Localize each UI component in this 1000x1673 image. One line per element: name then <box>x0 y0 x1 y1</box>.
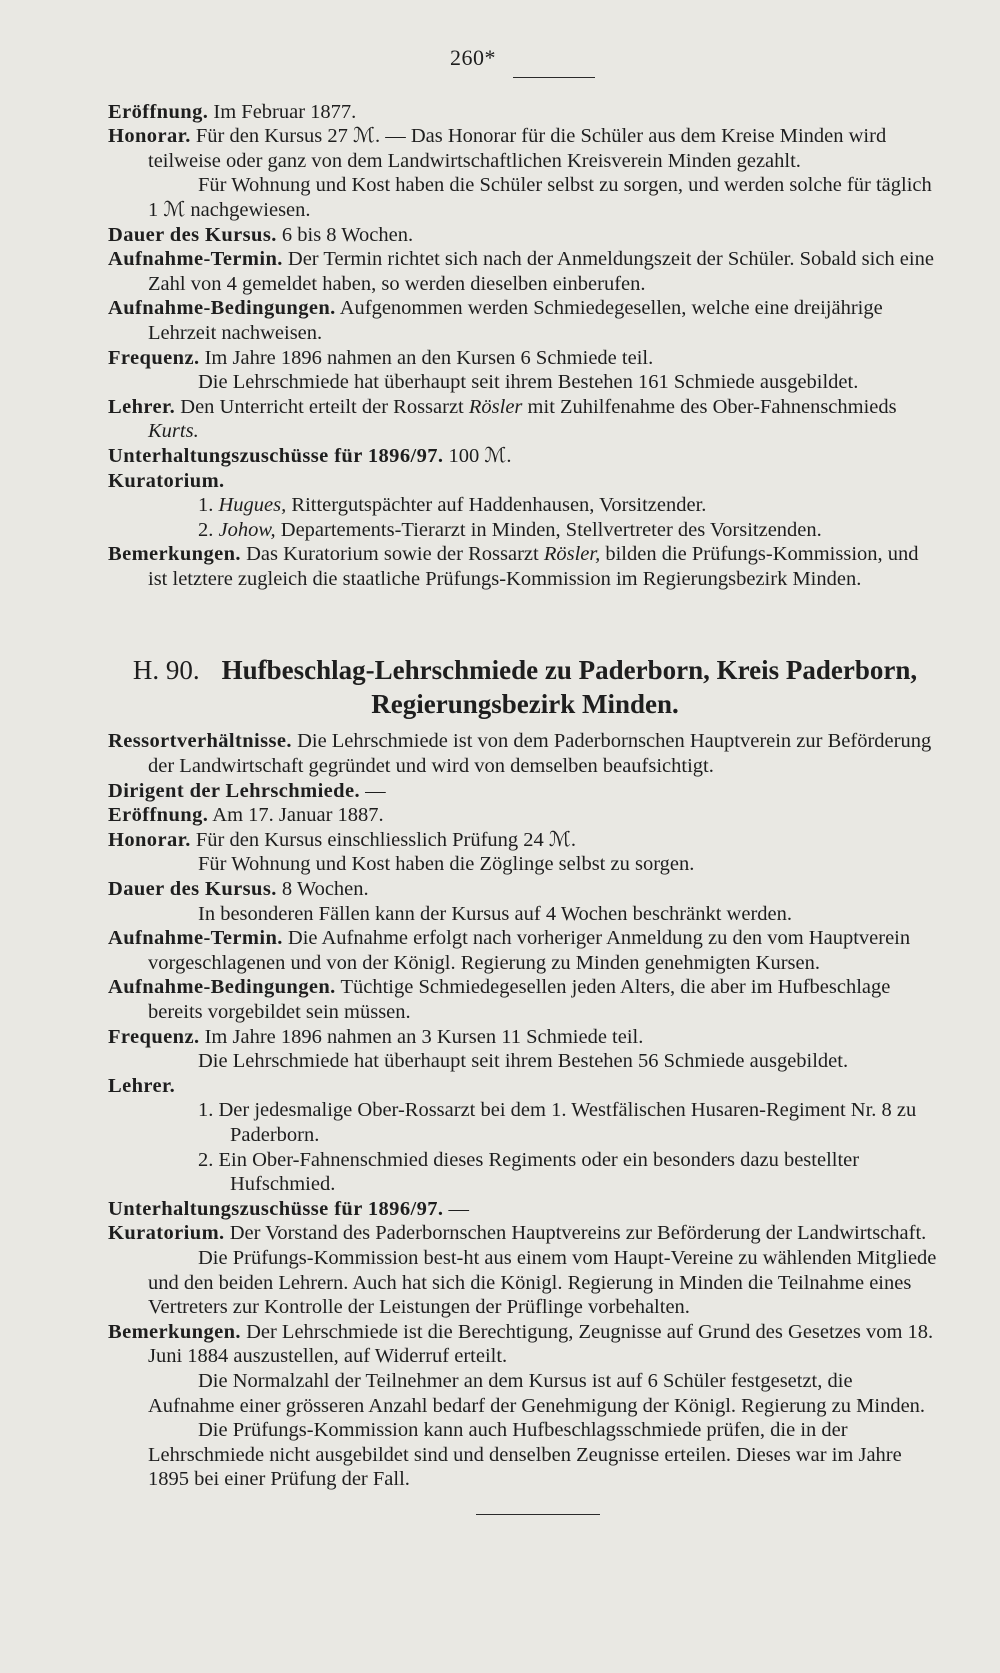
bottom-rule <box>476 1514 600 1515</box>
section-number: H. 90. <box>132 655 200 686</box>
entry-eroeffnung: Eröffnung. Im Februar 1877. <box>108 100 357 123</box>
section-minden-entries <box>108 100 942 592</box>
entry-aufnahme-bedingungen: Aufnahme-Bedingungen. Tüchtige Schmiedegesellen jeden Alters, die aber im Hufbeschlage bereits vorgebildet sein müssen. <box>108 976 891 1023</box>
section-title: Hufbeschlag-Lehrschmiede zu Paderborn, Kreis Paderborn, Regierungsbezirk Minden. <box>221 655 918 720</box>
entry-dirigent: Dirigent der Lehrschmiede. — <box>108 779 386 802</box>
kuratorium-member: 2. Johow, Departements-Tierarzt in Minden, Stellvertreter des Vorsitzenden. <box>198 518 822 541</box>
entry-kuratorium: Kuratorium. <box>108 469 225 492</box>
entry-lehrer: Lehrer. Den Unterricht erteilt der Rossarzt Rösler mit Zuhilfenahme des Ober-Fahnenschmieds Kurts. <box>108 395 897 443</box>
entry-kuratorium: Kuratorium. Der Vorstand des Paderbornschen Hauptvereins zur Beförderung der Landwirtschaft. <box>108 1222 927 1245</box>
entry-honorar: Honorar. Für den Kursus einschliesslich Prüfung 24 ℳ. <box>108 828 576 851</box>
entry-ressortverhaeltnisse: Ressortverhältnisse. Die Lehrschmiede ist von dem Paderbornschen Hauptverein zur Beförderung der Landwirtschaft gegründet und wird von demselben beaufsichtigt. <box>108 730 932 778</box>
entry-dauer: Dauer des Kursus. 6 bis 8 Wochen. <box>108 223 414 246</box>
entry-dauer-continued: In besonderen Fällen kann der Kursus auf 4 Wochen beschränkt werden. <box>198 902 792 925</box>
entry-kuratorium-continued: Die Prüfungs-Kommission best-ht aus einem vom Haupt-Vereine zu wählenden Mitgliede und den beiden Lehrern. Auch hat sich die Königl. Regierung in Minden die Teilnahme eines Vertreters zur Kontrolle der Leistungen der Prüflinge vorbehalten. <box>148 1246 937 1319</box>
entry-unterhaltungszuschuesse: Unterhaltungszuschüsse für 1896/97. — <box>108 1197 470 1220</box>
entry-frequenz: Frequenz. Im Jahre 1896 nahmen an den Kursen 6 Schmiede teil. <box>108 346 654 369</box>
entry-honorar: Honorar. Für den Kursus 27 ℳ. — Das Honorar für die Schüler aus dem Kreise Minden wird teilweise oder ganz von dem Landwirtschaftlichen Kreisverein Minden gezahlt. <box>108 125 887 172</box>
entry-eroeffnung: Eröffnung. Am 17. Januar 1887. <box>108 804 384 827</box>
section-heading <box>108 653 942 721</box>
entry-aufnahme-termin: Aufnahme-Termin. Die Aufnahme erfolgt nach vorheriger Anmeldung zu den vom Hauptverein vorgeschlagenen und von der Königl. Regierung zu Minden genehmigten Kursen. <box>108 927 911 974</box>
entry-bemerkungen-continued: Die Prüfungs-Kommission kann auch Hufbeschlagsschmiede prüfen, die in der Lehrschmiede nicht ausgebildet sind und denselben Zeugnisse erteilen. Dieses war im Jahre 1895 bei einer Prüfung der Fall. <box>148 1419 902 1491</box>
entry-bemerkungen: Bemerkungen. Das Kuratorium sowie der Rossarzt Rösler, bilden die Prüfungs-Kommission, und ist letztere zugleich die staatliche Prüfungs-Kommission im Regierungsbezirk Minden. <box>108 543 919 590</box>
entry-bemerkungen-continued: Die Normalzahl der Teilnehmer an dem Kursus ist auf 6 Schüler festgesetzt, die Aufnahme einer grösseren Anzahl bedarf der Genehmigung der Königl. Regierung zu Minden. <box>148 1369 926 1417</box>
entry-unterhaltungszuschuesse: Unterhaltungszuschüsse für 1896/97. 100 ℳ. <box>108 444 512 467</box>
entry-frequenz-continued: Die Lehrschmiede hat überhaupt seit ihrem Bestehen 56 Schmiede ausgebildet. <box>198 1050 849 1073</box>
entry-honorar-continued: Für Wohnung und Kost haben die Schüler selbst zu sorgen, und werden solche für täglich 1 ℳ nachgewiesen. <box>148 174 932 221</box>
kuratorium-member: 1. Hugues, Rittergutspächter auf Haddenhausen, Vorsitzender. <box>198 494 707 517</box>
entry-frequenz-continued: Die Lehrschmiede hat überhaupt seit ihrem Bestehen 161 Schmiede ausgebildet. <box>198 371 859 394</box>
entry-aufnahme-bedingungen: Aufnahme-Bedingungen. Aufgenommen werden Schmiedegesellen, welche eine dreijährige Lehrzeit nachweisen. <box>108 297 883 344</box>
section-paderborn-entries <box>108 729 942 1491</box>
page-number: 260* <box>450 45 496 70</box>
entry-lehrer: Lehrer. <box>108 1074 176 1097</box>
lehrer-item: 2. Ein Ober-Fahnenschmied dieses Regiments oder ein besonders dazu bestellter Hufschmied. <box>198 1148 860 1196</box>
top-rule <box>513 77 595 78</box>
entry-frequenz: Frequenz. Im Jahre 1896 nahmen an 3 Kursen 11 Schmiede teil. <box>108 1025 644 1048</box>
lehrer-item: 1. Der jedesmalige Ober-Rossarzt bei dem 1. Westfälischen Husaren-Regiment Nr. 8 zu Paderborn. <box>198 1099 917 1146</box>
entry-aufnahme-termin: Aufnahme-Termin. Der Termin richtet sich nach der Anmeldungszeit der Schüler. Sobald sich eine Zahl von 4 gemeldet haben, so werden dieselben einberufen. <box>108 248 934 295</box>
entry-honorar-continued: Für Wohnung und Kost haben die Zöglinge selbst zu sorgen. <box>198 853 695 876</box>
entry-bemerkungen: Bemerkungen. Der Lehrschmiede ist die Berechtigung, Zeugnisse auf Grund des Gesetzes vom 18. Juni 1884 auszustellen, auf Widerruf erteilt. <box>108 1320 934 1368</box>
entry-dauer: Dauer des Kursus. 8 Wochen. <box>108 878 369 901</box>
